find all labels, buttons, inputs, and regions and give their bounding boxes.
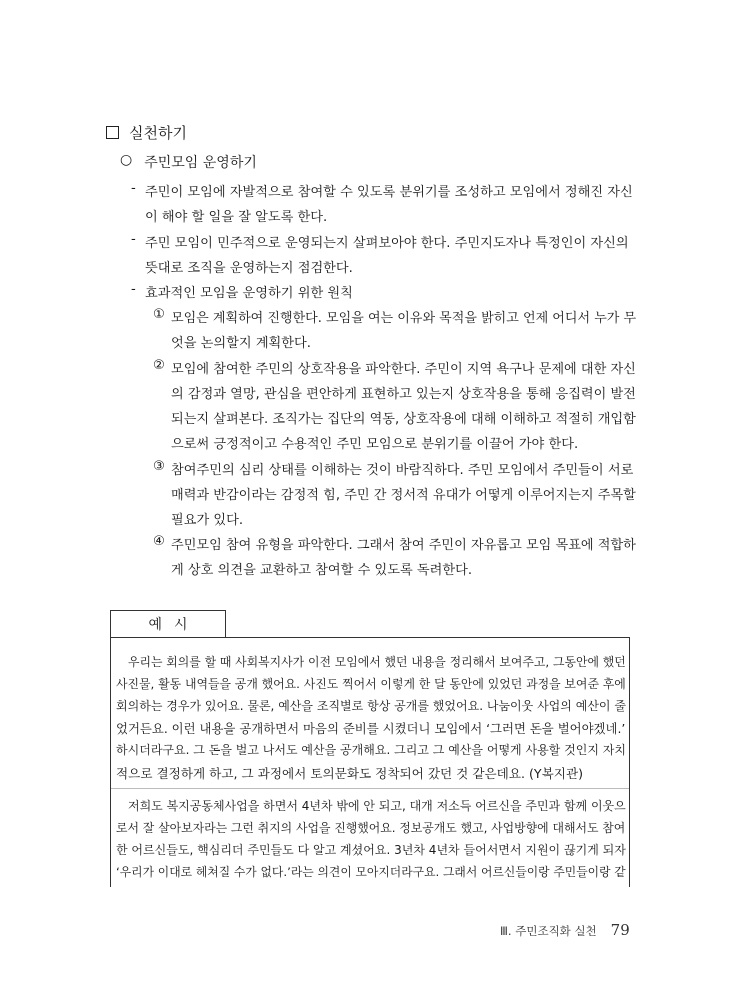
page-number: 79 — [610, 921, 630, 939]
bullet-line: 주민이 모임에 자발적으로 참여할 수 있도록 분위기를 조성하고 모임에서 정해진 자신 — [145, 185, 633, 200]
principle-line: 게 상호 의견을 교환하고 참여할 수 있도록 독려한다. — [171, 563, 473, 578]
square-bullet-icon — [106, 126, 119, 139]
principle-line: 으로써 긍정적이고 수용적인 주민 모임으로 분위기를 이끌어 가야 한다. — [171, 437, 579, 452]
example-divider — [111, 788, 629, 789]
example-line: 었거든요. 이런 내용을 공개하면서 마음의 준비를 시켰더니 모임에서 ‘그러면 돈을 벌어야겠네.’ — [116, 721, 626, 736]
principle-line: 필요가 있다. — [171, 513, 244, 528]
example-line: 사진물, 활동 내역들을 공개 했어요. 사진도 찍어서 이렇게 한 달 동안에 있었던 과정을 보여준 후에 — [116, 677, 626, 691]
chapter-label: Ⅲ. 주민조직화 실천 — [500, 924, 597, 938]
principle-line: 주민모임 참여 유형을 파악한다. 그래서 참여 주민이 자유롭고 모임 목표에 적합하 — [171, 538, 636, 553]
circle-bullet-icon: ○ — [120, 152, 133, 168]
example-line: ‘우리가 이대로 헤쳐질 수가 없다.’라는 의견이 모아지더라구요. 그래서 어르신들이랑 주민들이랑 같 — [116, 865, 626, 879]
example-line: 한 어르신들도, 핵심리더 주민들도 다 알고 계셨어요. 3년차 4년차 들어서면서 지원이 끊기게 되자 — [116, 843, 626, 857]
principle-line: 엇을 논의할지 계획한다. — [171, 336, 311, 351]
example-line: 하시더라구요. 그 돈을 벌고 나서도 예산을 공개해요. 그리고 그 예산을 어떻게 사용할 것인지 자치 — [116, 743, 626, 757]
bullet-line: 효과적인 모임을 운영하기 위한 원칙 — [145, 286, 353, 301]
bullet-line: 이 해야 할 일을 잘 알도록 한다. — [145, 210, 328, 225]
bullet-line: 주민 모임이 민주적으로 운영되는지 살펴보아야 한다. 주민지도자나 특정인이 자신의 — [145, 236, 629, 251]
principle-line: 되는지 살펴본다. 조직가는 집단의 역동, 상호작용에 대해 이해하고 적절히 개입함 — [171, 412, 636, 427]
dash-bullet-icon: - — [131, 232, 136, 247]
section-heading — [106, 122, 187, 143]
principle-line: 매력과 반감이라는 감정적 힘, 주민 간 정서적 유대가 어떻게 이루어지는지 주목할 — [171, 488, 636, 503]
bullet-line: 뜻대로 조직을 운영하는지 점검한다. — [145, 261, 353, 276]
example-line: 적으로 결정하게 하고, 그 과정에서 토의문화도 정착되어 갔던 것 같은데요. (Y복지관) — [116, 766, 584, 781]
numbered-marker: ④ — [153, 534, 165, 549]
example-line: 우리는 회의를 할 때 사회복지사가 이전 모임에서 했던 내용을 정리해서 보여주고, 그동안에 했던 — [128, 655, 626, 669]
example-line: 저희도 복지공동체사업을 하면서 4년차 밖에 안 되고, 대개 저소득 어르신을 주민과 함께 이웃으 — [128, 799, 626, 813]
numbered-marker: ③ — [153, 459, 165, 474]
principle-line: 모임은 계획하여 진행한다. 모임을 여는 이유와 목적을 밝히고 언제 어디서 누가 무 — [171, 311, 637, 326]
section-title: 실천하기 — [129, 124, 187, 142]
subsection-heading — [120, 152, 257, 172]
principle-line: 모임에 참여한 주민의 상호작용을 파악한다. 주민이 지역 욕구나 문제에 대한 자신 — [171, 362, 636, 377]
principle-line: 의 감정과 열망, 관심을 편안하게 표현하고 있는지 상호작용을 통해 응집력이 발전 — [171, 387, 636, 402]
example-tab-label: 예시 — [148, 617, 200, 633]
principle-line: 참여주민의 심리 상태를 이해하는 것이 바람직하다. 주민 모임에서 주민들이 서로 — [171, 463, 634, 478]
example-line: 회의하는 경우가 있어요. 물론, 예산을 조직별로 항상 공개를 했었어요. 나눔이웃 사업의 예산이 줄 — [116, 699, 626, 713]
dash-bullet-icon: - — [131, 282, 136, 297]
numbered-marker: ① — [153, 307, 165, 322]
subsection-title: 주민모임 운영하기 — [144, 155, 257, 171]
dash-bullet-icon: - — [131, 181, 136, 196]
example-line: 로서 잘 살아보자라는 그런 취지의 사업을 진행했어요. 정보공개도 했고, 사업방향에 대해서도 참여 — [116, 821, 626, 835]
numbered-marker: ② — [153, 358, 165, 373]
example-tab — [110, 610, 226, 637]
page-footer — [500, 921, 630, 939]
